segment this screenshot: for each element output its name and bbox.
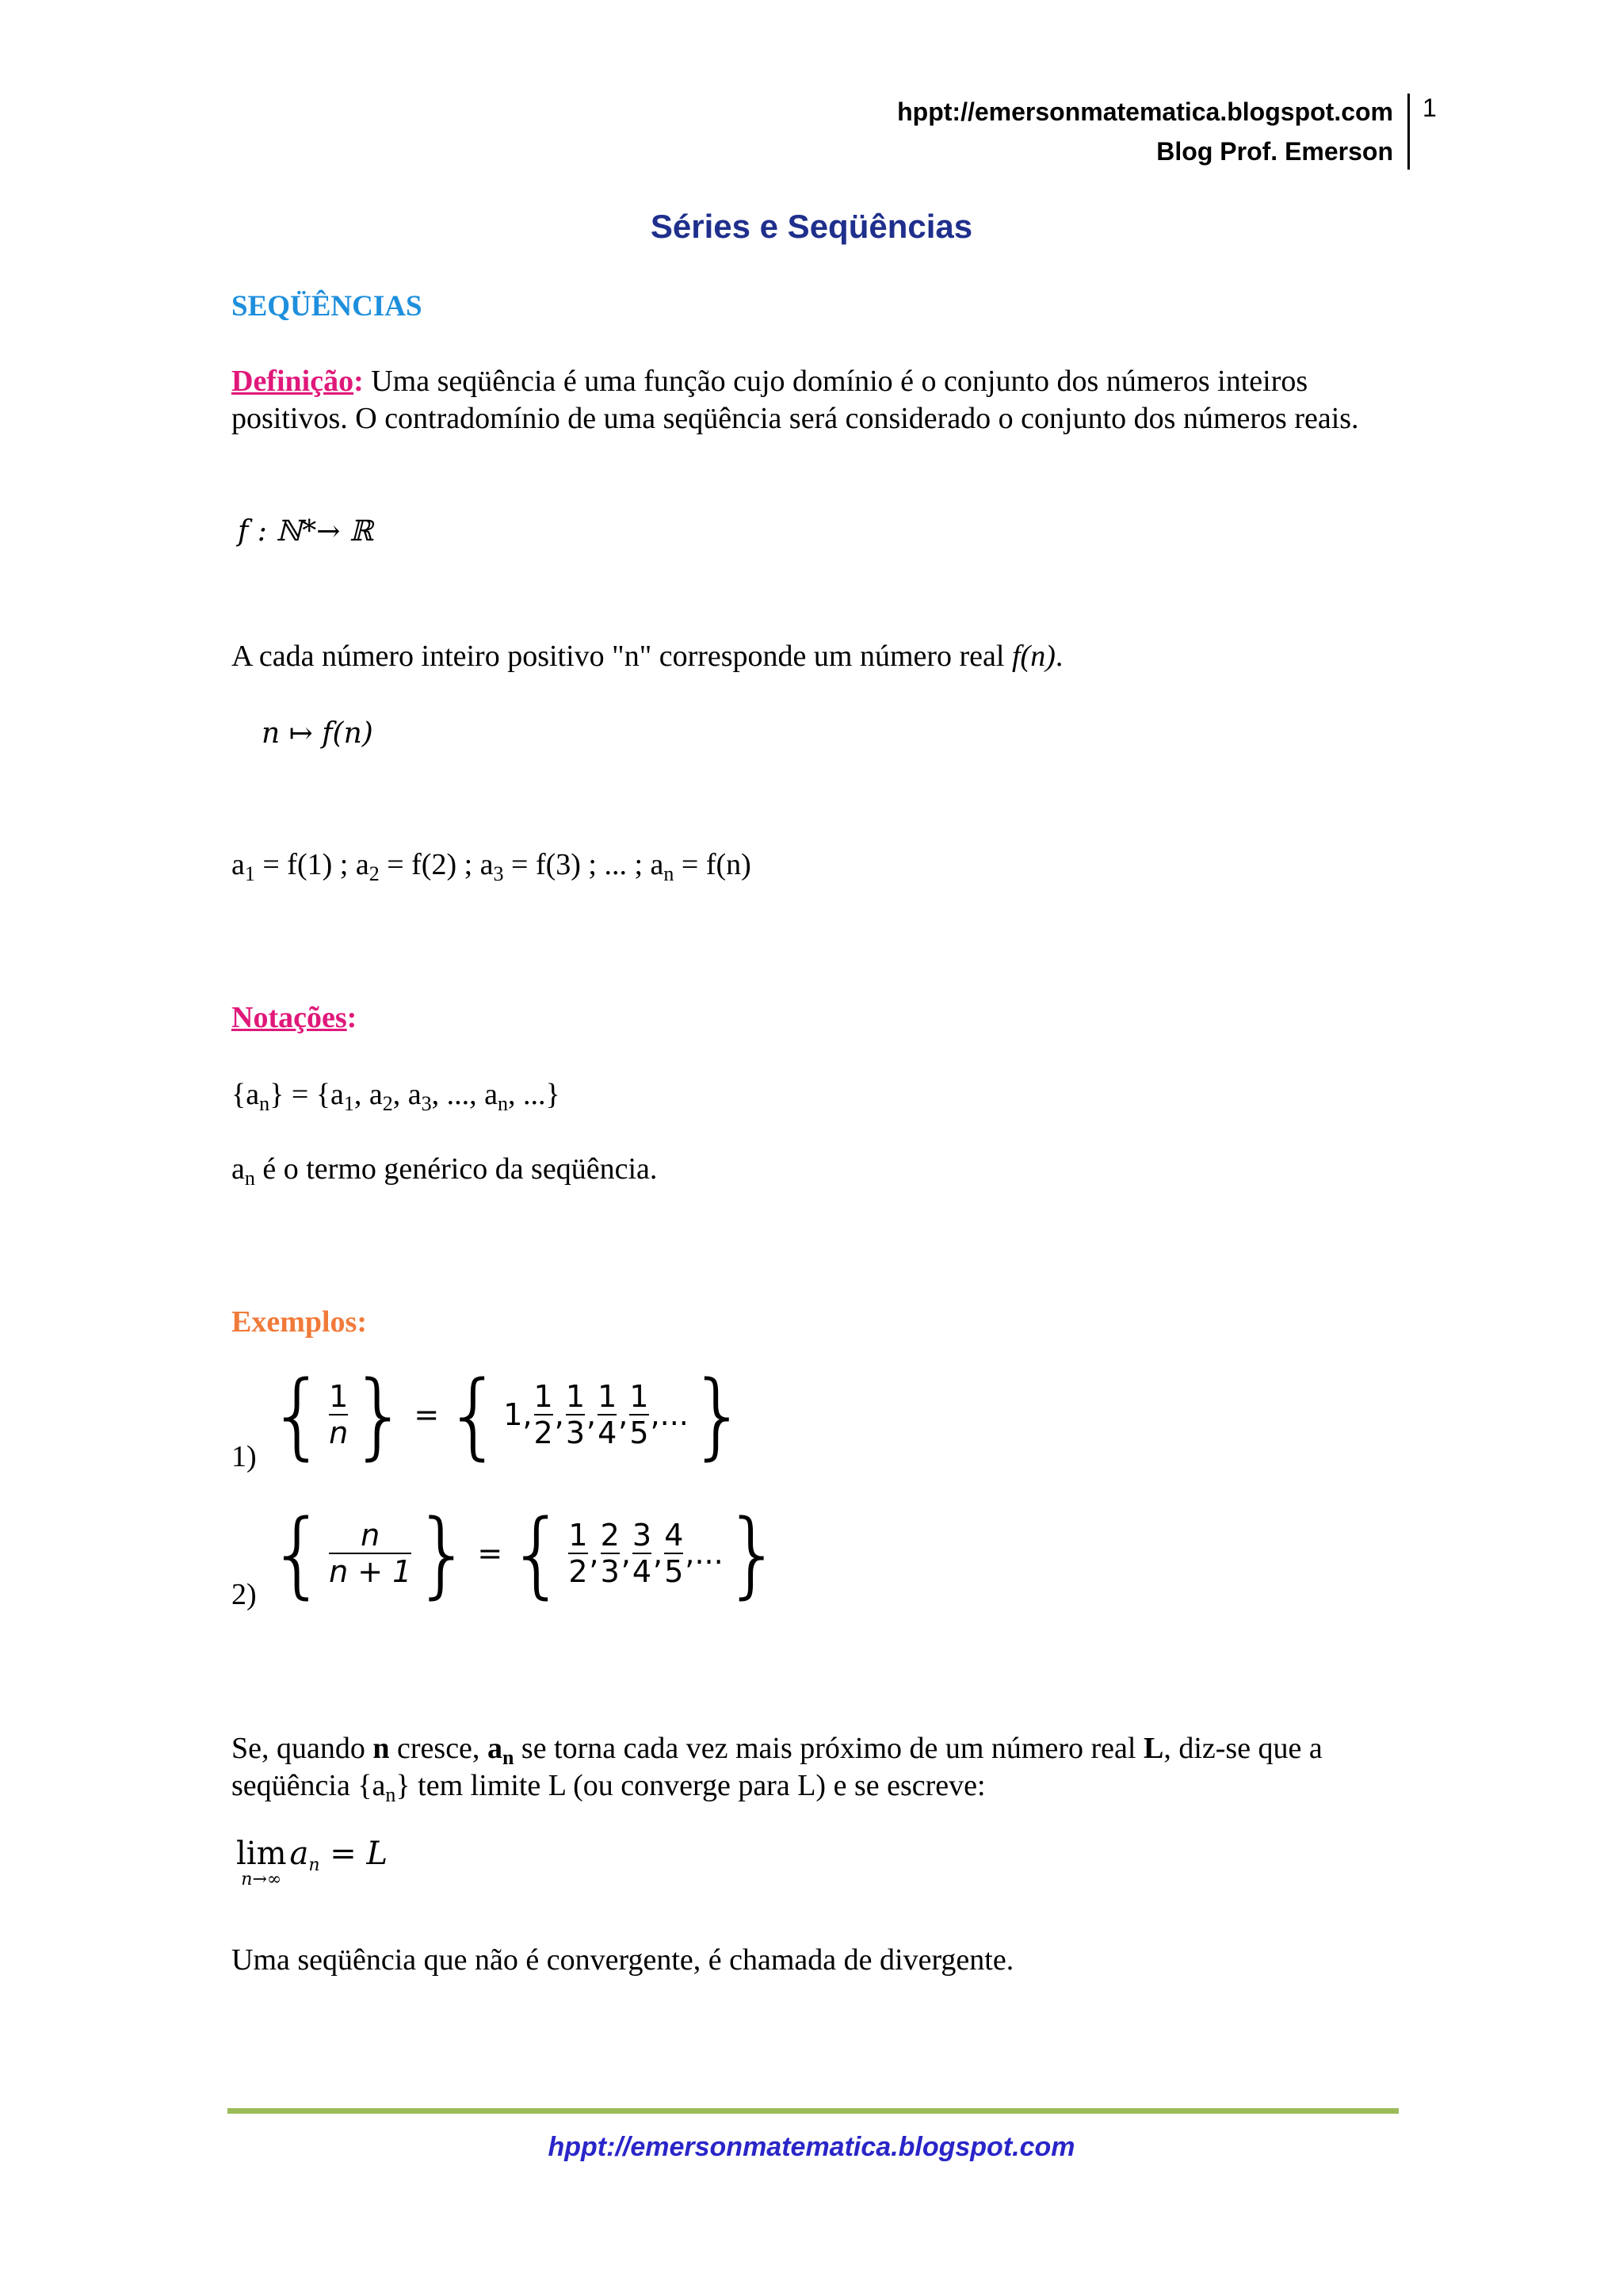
map-formula: n ↦ f(n) xyxy=(262,717,373,750)
example-2-number: 2) xyxy=(231,1578,257,1611)
header-divider xyxy=(1407,94,1410,170)
notation-set: $\{a_n\} = \{a_1$, $a_2$, $a_3$, ..., $a_n$, ...} xyxy=(231,1078,560,1115)
function-formula: f : ℕ*→ ℝ xyxy=(238,515,373,548)
example-1-lhs-fraction: $\frac{1}{n}$ xyxy=(329,1379,349,1450)
example-1-number: 1) xyxy=(231,1440,257,1473)
example-1-term: $\frac{1}{5}$ xyxy=(629,1379,649,1450)
examples-label: Exemplos: xyxy=(231,1305,367,1339)
limit-formula: lim n→∞ $a_n = L$ xyxy=(236,1836,388,1889)
footer-url[interactable]: hppt://emersonmatematica.blogspot.com xyxy=(548,2132,1075,2162)
correspondence-text: A cada número inteiro positivo "n" corresponde um número real f(n). xyxy=(231,640,1064,673)
notation-generic-term: $a_n$ é o termo genérico da seqüência. xyxy=(231,1152,658,1190)
page-number: 1 xyxy=(1423,94,1437,122)
example-2-formula: { $\frac{n}{n + 1}$ } ={ $\frac{1}{2}$ , $\frac{2}{3}$ , $\frac{3}{4}$ , $\frac{4}{5}$ ,...} xyxy=(268,1499,783,1608)
divergent-sentence: Uma seqüência que não é convergente, é chamada de divergente. xyxy=(231,1943,1014,1977)
header-url: hppt://emersonmatematica.blogspot.com xyxy=(897,97,1393,126)
section-heading: SEQÜÊNCIAS xyxy=(231,290,422,323)
example-1-formula: { $\frac{1}{n}$ } ={1, $\frac{1}{2}$ , $\frac{1}{3}$ , $\frac{1}{4}$ , $\frac{1}{5}$ ,...} xyxy=(268,1360,748,1469)
example-2-term: $\frac{3}{4}$ xyxy=(632,1518,652,1589)
limit-paragraph: Se, quando n cresce, $a_n$ se torna cada vez mais próximo de um número real L, diz-se que a seqüência $\{a_n\}$ tem limite L (ou converge para L) e se escreve: xyxy=(231,1732,1323,1806)
footer-divider xyxy=(227,2108,1399,2114)
example-1-term: $\frac{1}{3}$ xyxy=(565,1379,585,1450)
notations-label: Notações: xyxy=(231,1001,357,1034)
example-1-term: $\frac{1}{4}$ xyxy=(598,1379,617,1450)
definition-text: Uma seqüência é uma função cujo domínio é o conjunto dos números inteiros positivos. O contradomínio de uma seqüência será considerado o conjunto dos números reais. xyxy=(231,365,1359,435)
example-2-term: $\frac{4}{5}$ xyxy=(664,1518,684,1589)
example-2-lhs-fraction: $\frac{n}{n + 1}$ xyxy=(329,1518,412,1589)
definition-label: Definição xyxy=(231,365,354,398)
example-1-term: $\frac{1}{2}$ xyxy=(533,1379,553,1450)
example-2-term: $\frac{2}{3}$ xyxy=(600,1518,620,1589)
terms-line: $a_1 = f(1)$ ; $a_2 = f(2)$ ; $a_3 = f(3)$ ; ... ; $a_n = f(n)$ xyxy=(231,848,751,885)
header-blog-name: Blog Prof. Emerson xyxy=(1156,137,1393,166)
example-2-term: $\frac{1}{2}$ xyxy=(568,1518,588,1589)
definition-paragraph: Definição: Uma seqüência é uma função cujo domínio é o conjunto dos números inteiros positivos. O contradomínio de uma seqüência será considerado o conjunto dos números reais. xyxy=(231,365,1359,435)
document-title: Séries e Seqüências xyxy=(650,208,973,245)
